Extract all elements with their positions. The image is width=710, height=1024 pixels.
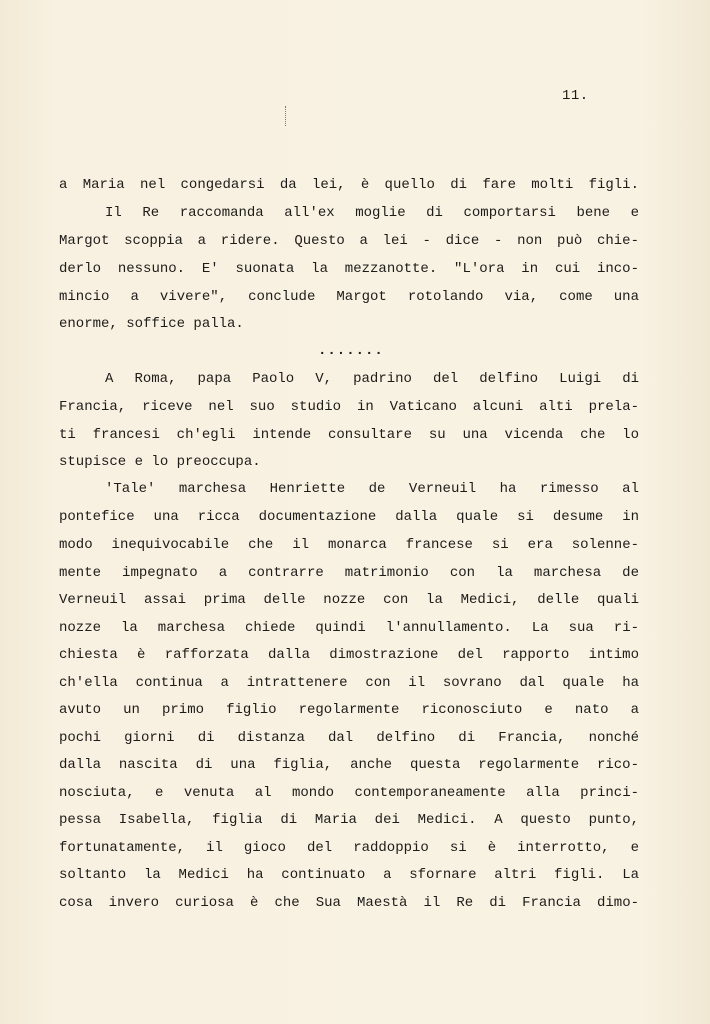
text-line: A Roma, papa Paolo V, padrino del delfino Luigi di (105, 371, 639, 387)
text-line: modo inequivocabile che il monarca francese si era solenne- (59, 537, 639, 553)
text-line: a Maria nel congedarsi da lei, è quello di fare molti figli. (59, 177, 639, 193)
text-line: mente impegnato a contrarre matrimonio con la marchesa de (59, 565, 639, 581)
text-line: nozze la marchesa chiede quindi l'annullamento. La sua ri- (59, 620, 639, 636)
text-line: mincio a vivere", conclude Margot rotolando via, come una (59, 289, 639, 305)
text-line: ch'ella continua a intrattenere con il sovrano dal quale ha (59, 675, 639, 691)
text-line: 'Tale' marchesa Henriette de Verneuil ha rimesso al (105, 481, 639, 497)
text-line: Francia, riceve nel suo studio in Vaticano alcuni alti prela- (59, 399, 639, 415)
text-line: Margot scoppia a ridere. Questo a lei - dice - non può chie- (59, 233, 639, 249)
text-line: nosciuta, e venuta al mondo contemporaneamente alla princi- (59, 785, 639, 801)
margin-mark (285, 106, 287, 126)
section-separator: ....... (318, 343, 384, 359)
text-line: soltanto la Medici ha continuato a sfornare altri figli. La (59, 867, 639, 883)
text-line: pontefice una ricca documentazione dalla quale si desume in (59, 509, 639, 525)
text-line: derlo nessuno. E' suonata la mezzanotte. "L'ora in cui inco- (59, 261, 639, 277)
text-line: chiesta è rafforzata dalla dimostrazione del rapporto intimo (59, 647, 639, 663)
text-line: dalla nascita di una figlia, anche questa regolarmente rico- (59, 757, 639, 773)
text-line: Il Re raccomanda all'ex moglie di comportarsi bene e (105, 205, 639, 221)
page-number: 11. (562, 88, 589, 104)
text-line: pessa Isabella, figlia di Maria dei Medici. A questo punto, (59, 812, 639, 828)
text-line: fortunatamente, il gioco del raddoppio si è interrotto, e (59, 840, 639, 856)
text-line: cosa invero curiosa è che Sua Maestà il Re di Francia dimo- (59, 895, 639, 911)
text-line: Verneuil assai prima delle nozze con la Medici, delle quali (59, 592, 639, 608)
text-line: enorme, soffice palla. (59, 316, 244, 332)
text-line: avuto un primo figlio regolarmente riconosciuto e nato a (59, 702, 639, 718)
text-line: ti francesi ch'egli intende consultare su una vicenda che lo (59, 427, 639, 443)
text-line: stupisce e lo preoccupa. (59, 454, 261, 470)
text-line: pochi giorni di distanza dal delfino di Francia, nonché (59, 730, 639, 746)
